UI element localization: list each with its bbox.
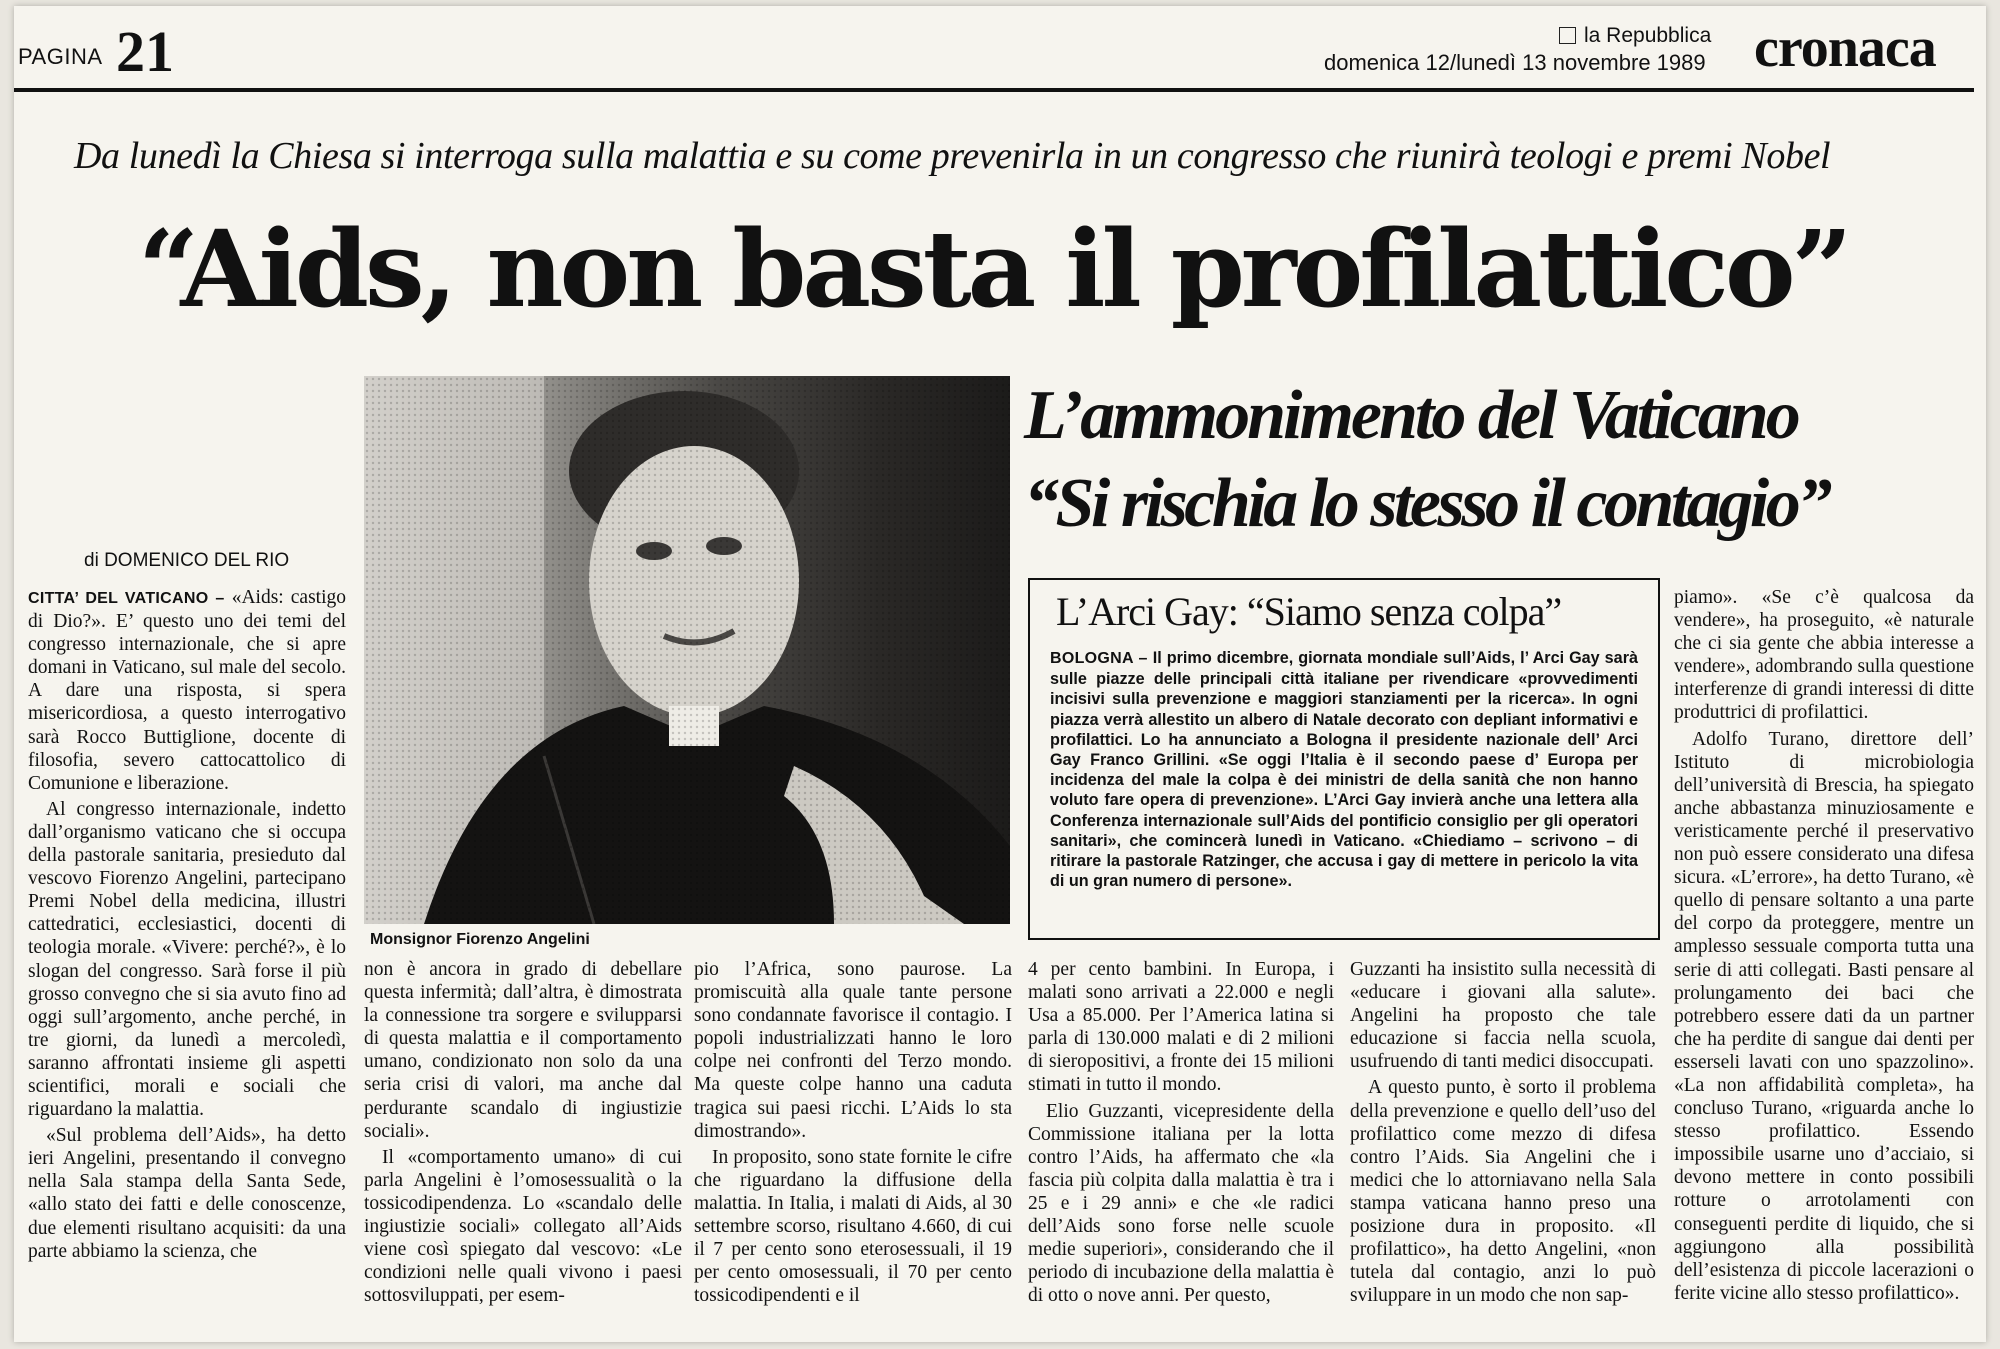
paragraph: pio l’Africa, sono paurose. La promiscuità alla quale tante persone sono condannate favorisce il contagio. I popoli industrializzati hanno le loro colpe nei confronti del Terzo mondo. Ma queste colpe hanno una caduta tragica sui paesi ricchi. L’Aids lo sta dimostrando». [694,959,1012,1142]
headline: “Aids, non basta il profilattico” [138,206,1849,331]
paragraph: 4 per cento bambini. In Europa, i malati sono arrivati a 22.000 e negli Usa a 85.000. Per l’America latina si parla di 130.000 malati e di 2 milioni di sieropositivi, a fronte dei 15 milioni stimati in tutto il mondo. [1028,959,1334,1096]
paragraph: Il «comportamento umano» di cui parla Angelini è l’omosessualità o la tossicodipendenza. Lo «scandalo delle ingiustizie sociali» collegato all’Aids viene così spiegato dal vescovo: «Le condizioni nelle quali vivono i paesi sottosviluppati, per esem- [364,1146,682,1307]
bleed-through-ghost [24,171,48,282]
paragraph: «Sul problema dell’Aids», ha detto ieri Angelini, presentando il convegno nella Sala stampa della Santa Sede, «allo stato dei fatti e delle conoscenze, due elementi risultano acquisiti: da una parte abbiamo la scienza, che [28,1125,346,1262]
article-column-4 [1028,958,1334,1310]
subheadline-1: L’ammonimento del Vaticano [1024,377,1798,454]
newspaper-name-text: la Repubblica [1584,24,1712,47]
paragraph: Adolfo Turano, direttore dell’ Istituto di microbiologia dell’università di Brescia, ha spiegato anche abbastanza minuziosamente e veristicamente perché il preservativo non può essere considerato una difesa sicura. «L’errore», ha detto Turano, «è quello di pensare soltanto a una parte del corpo da proteggere, mentre un amplesso sessuale comporta tutta una serie di atti collegati. Basti pensare al prolungamento dei baci che potrebbero essere dati da un partner che ha perdite di sangue dai denti per esserseli lavati con uno spazzolino». «La non affidabilità completa», ha concluso Turano, «riguarda anche lo stesso profilattico. Essendo impossibile usarne uno d’acciaio, si devono mettere in conto possibili rotture o arrotolamenti con conseguenti perdite di liquido, che si aggiungono alla possibilità dell’esistenza di piccole lacerazioni o ferite vicine allo stesso profilattico». [1674,728,1974,1304]
byline: di DOMENICO DEL RIO [84,550,290,571]
article-column-2 [364,958,682,1310]
paragraph: Guzzanti ha insistito sulla necessità di «educare i giovani alla salute». Angelini ha proposto che tale educazione si faccia nella scuola, usufruendo di tanti medici disoccupati. [1350,959,1656,1073]
paragraph: Al congresso internazionale, indetto dall’organismo vaticano che si occupa della pastorale sanitaria, presieduto dal vescovo Fiorenzo Angelini, partecipano Premi Nobel della medicina, illustri cattedratici, ecclesiastici, docenti di teologia morale. «Vivere: perché?», è lo slogan del congresso. Sarà forse il più grosso convegno che si sia avuto fino ad oggi sull’argomento, anche perché, in tre giorni, da lunedì a mercoledì, saranno affrontati insieme gli aspetti scientifici, morali e sociali che riguardano la malattia. [28,798,346,1121]
page-label: PAGINA [18,44,103,69]
header-rule [14,88,1974,92]
boxed-article-title: L’Arci Gay: “Siamo senza colpa” [1056,589,1562,634]
paragraph: Elio Guzzanti, vicepresidente della Commissione italiana per la lotta contro l’Aids, ha affermato che «la fascia più colpita dalla malattia è tra i 25 e i 29 anni» e che «le radici dell’Aids sono forse nelle scuole medie superiori», considerando che il periodo di incubazione della malattia è di otto o nove anni. Per questo, [1028,1100,1334,1307]
photo-caption: Monsignor Fiorenzo Angelini [370,931,590,948]
dateline: BOLOGNA – [1050,650,1148,667]
paragraph [28,586,346,795]
boxed-article-body [1050,648,1638,891]
paragraph: A questo punto, è sorto il problema della prevenzione e quello dell’uso del profilattico come mezzo di difesa contro l’Aids. Sia Angelini che i medici che lo attorniavano nella Sala stampa vaticana hanno preso una posizione dura in proposito. «Il profilattico», ha detto Angelini, «non tutela dal contagio, anzi lo può sviluppare in un modo che non sap- [1350,1077,1656,1307]
section-name: cronaca [1754,17,1936,79]
article-column-6 [1674,586,1974,1308]
square-icon [1559,27,1576,44]
newspaper-page [14,6,1986,1342]
page-header [14,6,1986,96]
paragraph: In proposito, sono state fornite le cifre che riguardano la diffusione della malattia. In Italia, i malati di Aids, al 30 settembre scorso, risultano 4.660, di cui il 7 per cento sono eterosessuali, il 19 per cento omosessuali, il 70 per cento tossicodipendenti e il [694,1146,1012,1307]
page-number: 21 [116,19,174,84]
issue-date: domenica 12/lunedì 13 novembre 1989 [1324,50,1706,75]
portrait-photo-graphic [364,376,1010,924]
boxed-article-text: Il primo dicembre, giornata mondiale sull’Aids, l’ Arci Gay sarà sulle piazze delle principali città italiane per rivendicare «provvedimenti incisivi sulla prevenzione e maggiori stanziamenti per la ricerca». In ogni piazza verrà allestito un albero di Natale decorato con depliant informativi e profilattici. Lo ha annunciato a Bologna il presidente nazionale dell’ Arci Gay Franco Grillini. «Se oggi l’Italia è il secondo paese d’ Europa per incidenza del male la colpa è dei ministri de della sanità che non hanno voluto fare opera di prevenzione». L’Arci Gay invierà anche una lettera alla Conferenza internazionale sull’Aids del pontificio consiglio per gli operatori sanitari», che comincerà lunedì in Vaticano. «Chiediamo – scrivono – di ritirare la pastorale Ratzinger, che accusa i gay di mettere in pericolo la vita di un gran numero di persone». [1050,649,1638,891]
newspaper-name [1559,24,1711,48]
dateline: CITTA’ DEL VATICANO – [28,590,225,607]
article-column-5 [1350,958,1656,1310]
boxed-article [1028,578,1660,940]
paragraph: piamo». «Se c’è qualcosa da vendere», ha proseguito, «è naturale che ci sia gente che abbia interesse a vendere», adombrando sulla questione interferenze di grandi interessi di ditte produttrici di profilattici. [1674,587,1974,724]
portrait-photo [364,376,1010,924]
article-column-1 [28,586,346,1266]
kicker: Da lunedì la Chiesa si interroga sulla malattia e su come prevenirla in un congresso che riunirà teologi e premi Nobel [74,135,1831,177]
article-column-3 [694,958,1012,1310]
subheadline-2: “Si rischia lo stesso il contagio” [1024,465,1829,542]
paragraph-text: «Aids: castigo di Dio?». E’ questo uno dei temi del congresso internazionale, che si apre domani in Vaticano, sul male del secolo. A dare una risposta, si spera misericordiosa, a questo interrogativo sarà Rocco Buttiglione, docente di filosofia, severo cattocattolico di Comunione e liberazione. [28,587,346,794]
paragraph: non è ancora in grado di debellare questa infermità; dall’altra, è dimostrata la connessione tra sorgere e svilupparsi di questa malattia e il comportamento umano, condizionato non solo da una seria crisi di valori, ma anche dal perdurante scandalo di ingiustizie sociali». [364,959,682,1142]
